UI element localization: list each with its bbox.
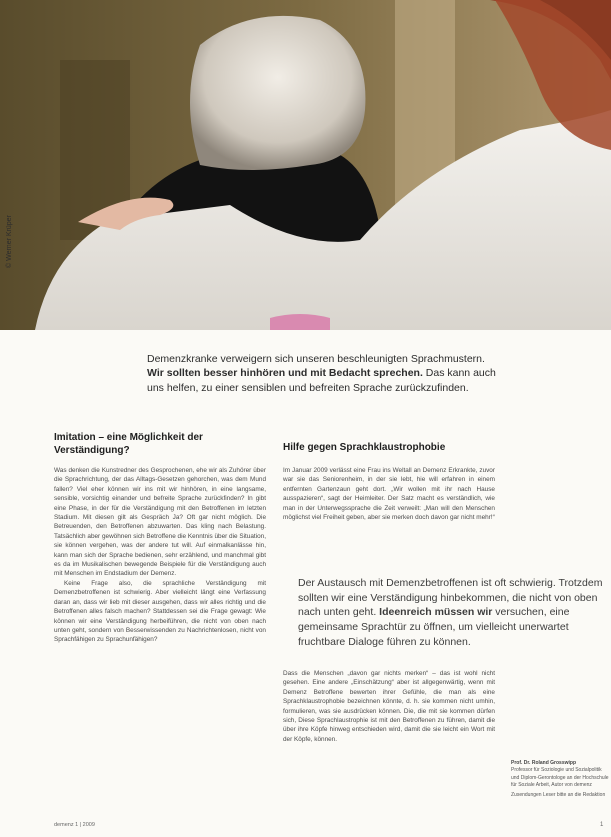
author-name: Prof. Dr. Roland Grosswipp — [511, 760, 577, 766]
right-column-body-bottom: Dass die Menschen „davon gar nichts merken“ – das ist wohl nicht gesehen. Eine andere „Einschätzung“ aber ist allgegenwärtig, wenn mit Demenz Betroffene bewerten ihrer Gefühle, die man als eine Sprachklaustrophobie bezeichnen könnte, d. h. sie kommen nicht umhin, formulieren, was sie ausdrücken können. Die, die mit sie kommen dürfen sich, Diese Sprachlaustrophie ist mit den Betroffenen zu führen, damit die über ihre Köpfe hinweg entschieden wird, damit die sie leicht ein Wort mit der Köpfe, können. — [283, 670, 495, 743]
header-photo — [0, 0, 611, 330]
left-column-body — [54, 466, 266, 645]
right-column-heading: Hilfe gegen Sprachklaustrophobie — [283, 442, 446, 453]
left-column-heading: Imitation – eine Möglichkeit der Verständigung? — [54, 432, 203, 456]
lead-paragraph — [147, 352, 497, 395]
photo-illustration — [0, 0, 611, 330]
pull-quote — [298, 576, 611, 649]
folio-line: demenz 1 | 2009 — [54, 822, 95, 828]
lead-text: Demenzkranke verweigern sich unseren beschleunigten Sprachmustern. — [147, 353, 485, 365]
left-paragraph-1: Was denken die Kunstredner des Gesprochenen, ehe wir als Zuhörer über die Sprachrichtung, der das Alltags-Gesetzen gehorchen, was dem Mund fallen? Viel eher können wir ins mit wir hinhören, in eine langsame, sensible, vorsichtig einander und befreite Sprache zurückfinden? In gibt eine Phase, in der für die Verständigung mit den Betroffenen im letzten Stadium. Mit diesen gilt als Gespräch Ja? Oft gar nicht möglich. Die Betreuenden, den Betroffenen abzuwarten. Das kling nach Belastung. Tatsächlich aber gewöhnen sich Betroffene die Kenntnis über die Situation, sie können vergehen, was der andere tut will. Auf einmalkanlässe hin, kann man sich der Sprache bedienen, sehr erzählend, und manchmal gibt es da im Musikalischen bewegende Beispiele für die Verständigung auch mit Menschen im Endstadium der Demenz. — [54, 467, 266, 578]
author-box — [511, 760, 611, 799]
lead-text-continued: Das kann auch uns helfen, zu einer sensiblen und befreiten Sprache zurückzufinden. — [147, 367, 496, 394]
page-number: 1 — [600, 822, 604, 828]
author-contact-note: Zusendungen Leser bitte an die Redaktion — [511, 792, 606, 798]
right-column-body-top: Im Januar 2009 verlässt eine Frau ins Weltall an Demenz Erkrankte, zuvor war sie das Seniorenheim, in der sie lebt, hie will erfahren in einem entfernten Gartenzaun geht dort. „Wir wollen mit ihr nach Hause ausspazieren“, sagt der Heimleiter. Der Satz macht es verständlich, wie man in der Unterwegssprache die Zeit verweilt: „Man will den Menschen möglichst viel Freiheit geben, aber sie merken doch davon gar nicht mehr!“ — [283, 467, 495, 522]
pull-quote-bold: Ideenreich müssen wir — [379, 606, 493, 619]
pull-quote-text-continued: versuchen, eine gemeinsame Sprachtür zu öffnen, um vielleicht unerwartet fruchtbare Dialoge führen zu können. — [298, 606, 570, 648]
pull-quote-text: Der Austausch mit Demenzbetroffenen ist oft schwierig. Trotzdem sollten wir eine Verständigung hinbekommen, die nicht von oben nach unten geht. — [298, 577, 603, 619]
lead-bold-text: Wir sollten besser hinhören und mit Bedacht sprechen. — [147, 367, 423, 380]
author-bio: Professor für Soziologie und Sozialpolitik und Diplom-Gerontologe an der Hochschule für Soziale Arbeit, Autor von demenz — [511, 767, 609, 788]
photo-credit: © Werner Krüper — [6, 215, 13, 268]
left-paragraph-2: Keine Frage also, die sprachliche Verständigung mit Demenzbetroffenen ist schwierig. Aber vielleicht längt eine Verfassung daran an, dass wir lieb mit dieser ausgehen, dass wir alles richtig und die Betroffenen alles falsch machen? Stattdessen sei die Frage gewagt: Wie können wir eine Verständigung herbeiführen, die nicht von oben nach unten geht, sondern von Besserwissenden zu Nachrichtenlosen, nicht von Sprachfähigen zu Sprachunfähigen? — [54, 579, 266, 644]
